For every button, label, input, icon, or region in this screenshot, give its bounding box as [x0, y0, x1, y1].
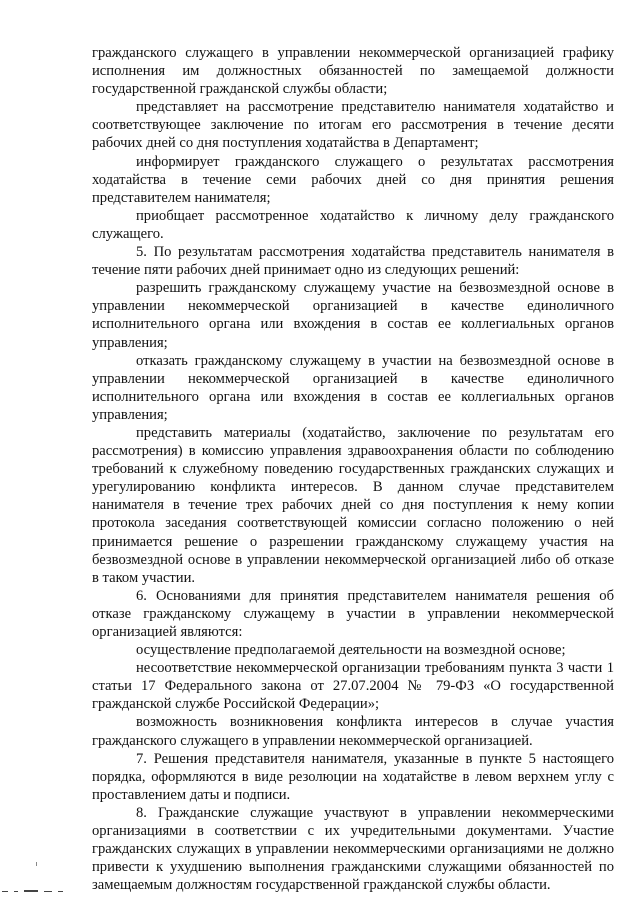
paragraph-ground-conflict: возможность возникновения конфликта интересов в случае участия гражданского служащего в управлении некоммерческой организацией.: [92, 714, 614, 749]
scan-artifact-line: [0, 887, 70, 897]
paragraph-inform-employee: информирует гражданского служащего о результатах рассмотрения ходатайства в течение семи рабочих дней со дня принятия решения представителем нанимателя;: [92, 153, 614, 206]
paragraph-item-6: 6. Основаниями для принятия представителем нанимателя решения об отказе гражданскому служащему в участии в управлении некоммерческой организацией являются:: [92, 587, 614, 640]
paragraph-decision-refuse: отказать гражданскому служащему в участии на безвозмездной основе в управлении некоммерческой организацией в качестве единоличного исполнительного органа или вхождения в состав ее коллегиальных органов управления;: [92, 352, 614, 423]
scan-artifact-dot: [36, 862, 37, 866]
paragraph-ground-noncompliance: несоответствие некоммерческой организации требованиям пункта 3 части 1 статьи 17 Федерального закона от 27.07.2004 № 79-ФЗ «О государственной гражданской службе Российской Федерации»;: [92, 660, 614, 713]
paragraph-continuation: гражданского служащего в управлении некоммерческой организацией графику исполнения им должностных обязанностей по замещаемой должности государственной гражданской службы области;: [92, 45, 614, 98]
paragraph-ground-paid-activity: осуществление предполагаемой деятельности на возмездной основе;: [136, 642, 566, 659]
paragraph-item-7: 7. Решения представителя нанимателя, указанные в пункте 5 настоящего порядка, оформляются в виде резолюции на ходатайстве в левом верхнем углу с проставлением даты и подписи.: [92, 750, 614, 803]
document-body: [92, 44, 614, 894]
paragraph-decision-commission: представить материалы (ходатайство, заключение по результатам его рассмотрения) в комиссию управления здравоохранения области по соблюдению требований к служебному поведению государственных гражданских служащих и урегулированию конфликта интересов. В данном случае представителем нанимателя в течение трех рабочих дней со дня поступления к нему копии протокола заседания соответствующей комиссии согласно положению о ней принимается решение о разрешении гражданскому служащему участия на безвозмездной основе в управлении некоммерческой организацией либо об отказе в таком участии.: [92, 424, 614, 586]
paragraph-item-5: 5. По результатам рассмотрения ходатайства представитель нанимателя в течение пяти рабочих дней принимает одно из следующих решений:: [92, 244, 614, 279]
paragraph-item-8: 8. Гражданские служащие участвуют в управлении некоммерческими организациями в соответствии с их учредительными документами. Участие гражданских служащих в управлении некоммерческими организациями не должно привести к ухудшению выполнения гражданскими служащими обязанностей по замещаемым должностям государственной гражданской службы области.: [92, 804, 614, 894]
paragraph-decision-allow: разрешить гражданскому служащему участие на безвозмездной основе в управлении некоммерческой организацией в качестве единоличного исполнительного органа или вхождения в состав ее коллегиальных органов управления;: [92, 280, 614, 351]
paragraph-submit-petition: представляет на рассмотрение представителю нанимателя ходатайство и соответствующее заключение по итогам его рассмотрения в течение десяти рабочих дней со дня поступления ходатайства в Департамент;: [92, 99, 614, 152]
paragraph-attach-to-file: приобщает рассмотренное ходатайство к личному делу гражданского служащего.: [92, 207, 614, 242]
